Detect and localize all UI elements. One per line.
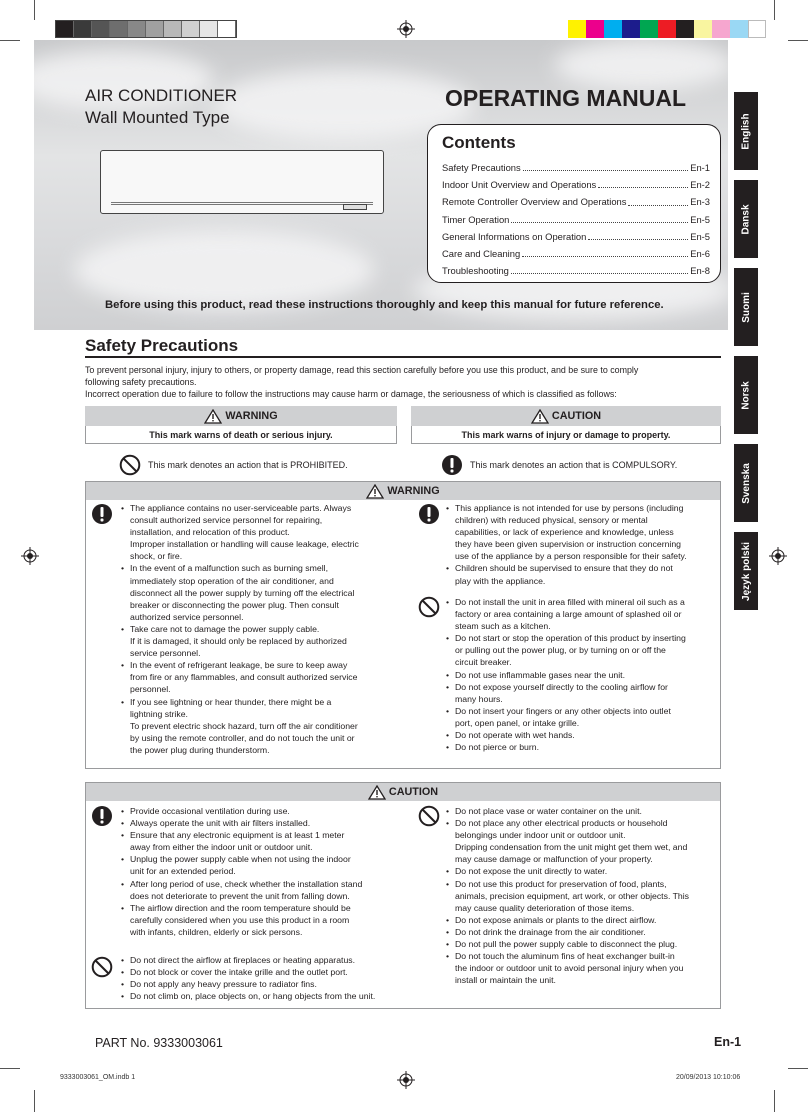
compulsory-icon (441, 454, 463, 476)
bullet-item-line: belongings under indoor unit or outdoor unit. (455, 830, 626, 841)
crop-mark (788, 40, 808, 41)
bullet-item: • Do not climb on, place objects on, or hang objects from the unit. (121, 990, 416, 1002)
tab-suomi[interactable]: Suomi (734, 268, 758, 346)
bullet-item: • Do not place any other electrical products or household (446, 817, 721, 829)
bullet-item-line: animals, precision equipment, art work, or other objects. This (455, 890, 690, 901)
contents-item-page: En-8 (690, 265, 710, 277)
contents-item-title: Remote Controller Overview and Operations (442, 196, 627, 208)
crop-mark (0, 1068, 20, 1069)
warning-right-compulsory-list (446, 502, 721, 587)
bullet-item-line: port, open panel, or intake grille. (455, 717, 580, 728)
grayscale-bar (55, 20, 237, 38)
caution-left-prohibited-list (121, 954, 416, 1002)
crop-mark (774, 1090, 775, 1112)
bullet-item: • The appliance contains no user-serviceable parts. Always (121, 502, 411, 514)
leader-dots (598, 176, 688, 188)
leader-dots (511, 262, 688, 274)
bullet-item: • Ensure that any electronic equipment is at least 1 meter (121, 829, 416, 841)
leader-dots (628, 193, 688, 205)
bullet-item-line: unit for an extended period. (130, 866, 236, 877)
contents-item-title: Care and Cleaning (442, 248, 521, 260)
bullet-item: • Do not apply any heavy pressure to radiator fins. (121, 978, 416, 990)
bullet-item: • Do not expose the unit directly to water. (446, 865, 721, 877)
contents-item[interactable] (442, 262, 710, 279)
prohibited-icon (418, 596, 440, 618)
contents-item-title: General Informations on Operation (442, 230, 587, 242)
bullet-item: • This appliance is not intended for use by persons (including (446, 502, 721, 514)
contents-item[interactable] (442, 193, 710, 210)
product-title: AIR CONDITIONER (85, 86, 238, 105)
slug-file: 9333003061_OM.indb 1 (60, 1074, 136, 1081)
bullet-item-line: install or maintain the unit. (455, 975, 556, 986)
bullet-item-line: installation, and relocation of this product. (130, 527, 290, 538)
bullet-item-line: use of the appliance by a person responsible for their safety. (455, 551, 687, 562)
warning-section-header: WARNING (86, 482, 720, 500)
bullet-item-line: many hours. (455, 693, 503, 704)
bullet-item: • Children should be supervised to ensure that they do not (446, 562, 721, 574)
bullet-item-line: To prevent electric shock hazard, turn off the air conditioner (130, 720, 358, 731)
bullet-item-line: lightning strike. (130, 708, 188, 719)
contents-item-page: En-5 (690, 230, 710, 242)
contents-item-page: En-5 (690, 213, 710, 225)
color-bar (568, 20, 766, 38)
bullet-item-line: may cause quality deterioration of those items. (455, 902, 635, 913)
contents-item-title: Troubleshooting (442, 265, 509, 277)
bullet-item-line: personnel. (130, 684, 171, 695)
compulsory-icon (91, 503, 113, 525)
bullet-item: • Always operate the unit with air filters installed. (121, 817, 416, 829)
leader-dots (522, 245, 688, 257)
product-subtitle: Wall Mounted Type (85, 108, 230, 127)
tab-polski[interactable]: Język polski (734, 532, 758, 610)
bullet-item-line: shock, or fire. (130, 551, 183, 562)
compulsory-icon (418, 503, 440, 525)
warning-triangle-icon (366, 484, 384, 499)
registration-mark-icon (397, 1071, 415, 1089)
bullet-item: • Do not pull the power supply cable to disconnect the plug. (446, 938, 721, 950)
bullet-item-line: away from either the indoor unit or outdoor unit. (130, 842, 313, 853)
bullet-item: • Unplug the power supply cable when not using the indoor (121, 853, 416, 865)
bullet-item: • Provide occasional ventilation during use. (121, 805, 416, 817)
crop-mark (34, 1090, 35, 1112)
contents-item[interactable] (442, 228, 710, 245)
bullet-item: • Do not start or stop the operation of this product by inserting (446, 632, 721, 644)
compulsory-legend: This mark denotes an action that is COMPULSORY. (441, 454, 677, 476)
contents-item-title: Safety Precautions (442, 162, 521, 173)
warning-description: This mark warns of death or serious injury. (85, 426, 397, 444)
bullet-item-line: play with the appliance. (455, 575, 546, 586)
crop-mark (774, 0, 775, 20)
bullet-item-line: with infants, children, elderly or sick persons. (130, 926, 303, 937)
bullet-item-line: Dripping condensation from the unit might get them wet, and (455, 842, 688, 853)
warning-triangle-icon (204, 409, 222, 424)
bullet-item-line: children) with reduced physical, sensory or mental (455, 515, 648, 526)
bullet-item-line: capabilities, or lack of experience and knowledge, unless (455, 527, 674, 538)
manual-title: OPERATING MANUAL (445, 85, 687, 111)
bullet-item-line: circuit breaker. (455, 657, 512, 668)
bullet-item: • Do not expose animals or plants to the direct airflow. (446, 914, 721, 926)
bullet-item: • Do not direct the airflow at fireplaces or heating apparatus. (121, 954, 416, 966)
warning-left-list (121, 502, 411, 756)
crop-mark (788, 1068, 808, 1069)
caution-description: This mark warns of injury or damage to property. (411, 426, 721, 444)
bullet-item-line: or pulling out the power plug, or by turning on or off the (455, 645, 666, 656)
tab-svenska[interactable]: Svenska (734, 444, 758, 522)
bullet-item: • Do not use this product for preservation of food, plants, (446, 878, 721, 890)
bullet-item: • If you see lightning or hear thunder, there might be a (121, 696, 411, 708)
contents-heading: Contents (442, 133, 516, 152)
bullet-item: • Do not use inflammable gases near the unit. (446, 669, 721, 681)
bullet-item-line: disconnect all the power supply by turning off the electrical (130, 587, 355, 598)
bullet-item: • The airflow direction and the room temperature should be (121, 902, 416, 914)
caution-left-compulsory-list (121, 805, 416, 938)
bullet-item-line: the power plug during thunderstorm. (130, 744, 270, 755)
contents-item-page: En-3 (690, 196, 710, 208)
contents-item[interactable] (442, 245, 710, 262)
bullet-item-line: does not deteriorate to prevent the unit from falling down. (130, 890, 350, 901)
bullet-item: • Do not expose yourself directly to the cooling airflow for (446, 681, 721, 693)
bullet-item: • Do not pierce or burn. (446, 741, 721, 753)
safety-intro: To prevent personal injury, injury to others, or property damage, read this section carefully before you use this product, and be sure to comply following safety precautions. Incorrect operation due to failure to follow the instructions may cause harm or damage, the seriousness of which is classified as follows: (85, 365, 639, 400)
bullet-item-line: If it is damaged, it should only be replaced by authorized (130, 636, 347, 647)
caution-triangle-icon (531, 409, 549, 424)
bullet-item: • Take care not to damage the power supply cable. (121, 623, 411, 635)
contents-item-title: Indoor Unit Overview and Operations (442, 179, 597, 191)
bullet-item: • Do not drink the drainage from the air conditioner. (446, 926, 721, 938)
contents-item-page: En-1 (690, 162, 710, 173)
bullet-item-line: from fire or any flammables, and consult authorized service (130, 672, 358, 683)
bullet-item-line: factory or area containing a large amount of splashed oil or (455, 609, 682, 620)
bullet-item-line: they have been given supervision or instruction concerning (455, 539, 682, 550)
caution-label: CAUTION (411, 406, 721, 426)
bullet-item: • Do not operate with wet hands. (446, 729, 721, 741)
warning-label: WARNING (85, 406, 397, 426)
leader-dots (523, 159, 688, 171)
bullet-item: • Do not install the unit in area filled with mineral oil such as a (446, 596, 721, 608)
bullet-item-line: carefully considered when you use this product in a room (130, 914, 350, 925)
contents-box (427, 124, 721, 283)
registration-mark-icon (397, 20, 415, 38)
bullet-item-line: consult authorized service personnel for repairing, (130, 515, 323, 526)
prohibited-icon (119, 454, 141, 476)
leader-dots (511, 211, 688, 223)
caution-section-header: CAUTION (86, 783, 720, 801)
read-before-notice: Before using this product, read these instructions thoroughly and keep this manual for future reference. (105, 299, 664, 311)
contents-item-page: En-6 (690, 248, 710, 260)
section-rule (85, 356, 721, 358)
contents-item[interactable] (442, 211, 710, 228)
compulsory-icon (91, 805, 113, 827)
bullet-item: • Do not block or cover the intake grille and the outlet port. (121, 966, 416, 978)
contents-item[interactable] (442, 159, 710, 176)
warning-right-prohibited-list (446, 596, 721, 753)
air-conditioner-illustration (100, 150, 384, 214)
bullet-item: • Do not place vase or water container on the unit. (446, 805, 721, 817)
bullet-item: • In the event of refrigerant leakage, be sure to keep away (121, 659, 411, 671)
page-number: En-1 (714, 1035, 742, 1049)
contents-item-page: En-2 (690, 179, 710, 191)
bullet-item-line: Improper installation or handling will cause leakage, electric (130, 539, 359, 550)
part-number: PART No. 9333003061 (95, 1036, 223, 1050)
caution-triangle-icon (368, 785, 386, 800)
crop-mark (34, 0, 35, 20)
tab-norsk[interactable]: Norsk (734, 356, 758, 434)
crop-mark (0, 40, 20, 41)
bullet-item-line: steam such as a kitchen. (455, 621, 551, 632)
bullet-item: • In the event of a malfunction such as burning smell, (121, 562, 411, 574)
bullet-item-line: immediately stop operation of the air conditioner, and (130, 575, 334, 586)
section-title: Safety Precautions (85, 336, 239, 355)
prohibited-icon (418, 805, 440, 827)
contents-item-title: Timer Operation (442, 213, 510, 225)
tab-dansk[interactable]: Dansk (734, 180, 758, 258)
contents-item[interactable] (442, 176, 710, 193)
slug-date: 20/09/2013 10:10:06 (676, 1074, 741, 1081)
bullet-item-line: authorized service personnel. (130, 611, 244, 622)
prohibited-legend: This mark denotes an action that is PROHIBITED. (119, 454, 348, 476)
bullet-item-line: may cause damage or malfunction of your property. (455, 854, 653, 865)
registration-mark-icon (769, 547, 787, 565)
caution-right-prohibited-list (446, 805, 721, 986)
prohibited-icon (91, 956, 113, 978)
bullet-item: • After long period of use, check whether the installation stand (121, 878, 416, 890)
bullet-item-line: the indoor or outdoor unit to avoid personal injury when you (455, 963, 684, 974)
tab-english[interactable]: English (734, 92, 758, 170)
bullet-item: • Do not touch the aluminum fins of heat exchanger built-in (446, 950, 721, 962)
bullet-item-line: breaker or disconnecting the power plug. Then consult (130, 599, 339, 610)
bullet-item-line: by using the remote controller, and do not touch the unit or (130, 732, 355, 743)
bullet-item: • Do not insert your fingers or any other objects into outlet (446, 705, 721, 717)
contents-list (442, 159, 710, 279)
leader-dots (588, 228, 688, 240)
bullet-item-line: service personnel. (130, 648, 201, 659)
registration-mark-icon (21, 547, 39, 565)
